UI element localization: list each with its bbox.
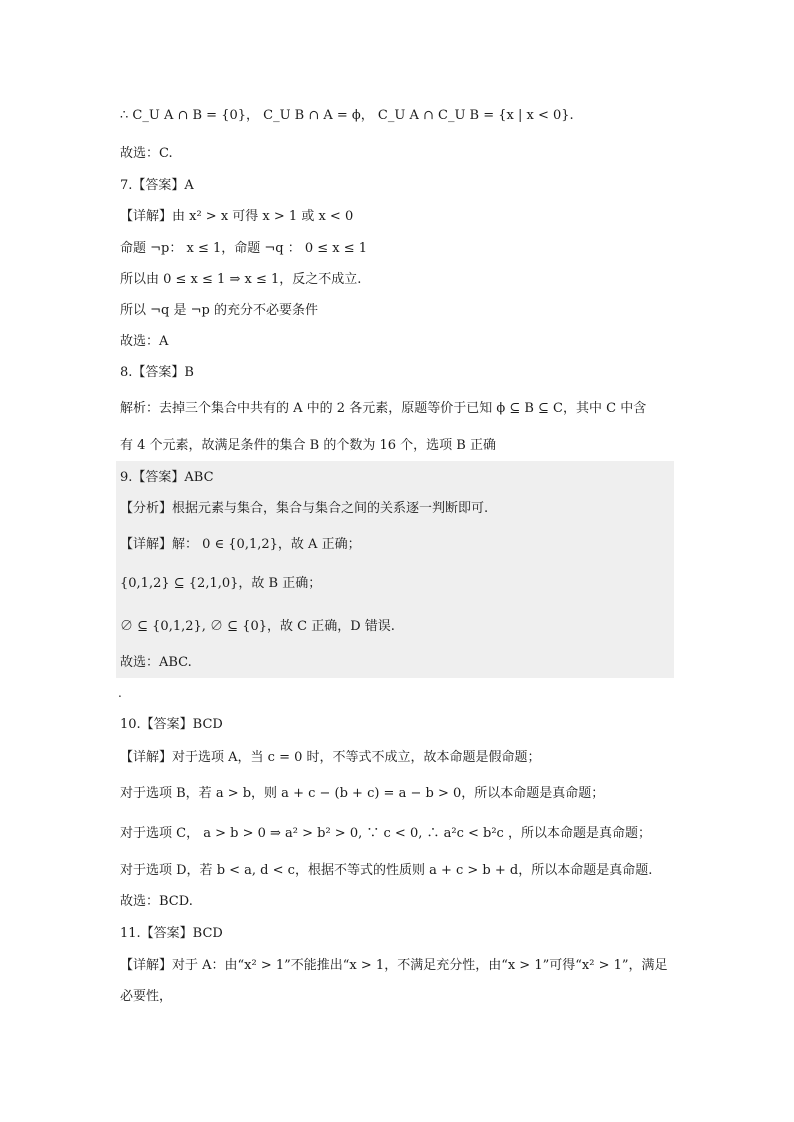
choice-line-6: 故选：C.: [120, 146, 173, 161]
answer-heading-10: 10.【答案】BCD: [120, 717, 223, 732]
detail-line-10c: 对于选项 C， a > b > 0 ⇒ a² > b² > 0, ∵ c < 0, ∴ a²c < b²c ，所以本命题是真命题；: [120, 826, 651, 841]
answer-heading-7: 7.【答案】A: [120, 178, 194, 193]
detail-line-7d: 所以 ¬q 是 ¬p 的充分不必要条件: [120, 303, 318, 318]
detail-line-11b: 必要性，: [120, 989, 173, 1004]
set-result-line: ∴ C_U A ∩ B = {0}， C_U B ∩ A = ϕ， C_U A ∩ C_U B = {x | x < 0}.: [120, 108, 574, 123]
detail-line-9a: 【详解】解： 0 ∈ {0,1,2}，故 A 正确；: [120, 537, 361, 552]
analysis-line-9: 【分析】根据元素与集合，集合与集合之间的关系逐一判断即可.: [120, 501, 489, 516]
detail-line-10d: 对于选项 D，若 b < a, d < c，根据不等式的性质则 a + c > b + d，所以本命题是真命题.: [120, 863, 653, 878]
answer-heading-9: 9.【答案】ABC: [120, 470, 214, 485]
answer-heading-11: 11.【答案】BCD: [120, 926, 223, 941]
detail-line-9c: ∅ ⊆ {0,1,2}, ∅ ⊆ {0}，故 C 正确，D 错误.: [120, 619, 395, 634]
q9-shaded-block: [116, 461, 674, 678]
choice-line-9: 故选：ABC.: [120, 655, 192, 670]
detail-line-10a: 【详解】对于选项 A，当 c = 0 时，不等式不成立，故本命题是假命题；: [120, 750, 541, 765]
answer-heading-8: 8.【答案】B: [120, 365, 194, 380]
detail-line-7b: 命题 ¬p： x ≤ 1，命题 ¬q ： 0 ≤ x ≤ 1: [120, 241, 368, 256]
detail-line-7a: 【详解】由 x² > x 可得 x > 1 或 x < 0: [120, 209, 354, 224]
analysis-line-8b: 有 4 个元素，故满足条件的集合 B 的个数为 16 个，选项 B 正确: [120, 438, 496, 453]
analysis-line-8a: 解析：去掉三个集合中共有的 A 中的 2 各元素，原题等价于已知 ϕ ⊆ B ⊆ C，其中 C 中含: [120, 401, 647, 416]
detail-line-7c: 所以由 0 ≤ x ≤ 1 ⇒ x ≤ 1，反之不成立.: [120, 272, 362, 287]
detail-line-9b: {0,1,2} ⊆ {2,1,0}，故 B 正确；: [120, 576, 322, 591]
detail-line-10b: 对于选项 B，若 a > b，则 a + c − (b + c) = a − b > 0，所以本命题是真命题；: [120, 786, 605, 801]
stray-dot: .: [118, 686, 122, 700]
choice-line-10: 故选：BCD.: [120, 894, 193, 909]
detail-line-11a: 【详解】对于 A：由“x² > 1”不能推出“x > 1，不满足充分性，由“x > 1”可得“x² > 1”，满足: [120, 958, 668, 973]
choice-line-7: 故选：A: [120, 334, 169, 349]
